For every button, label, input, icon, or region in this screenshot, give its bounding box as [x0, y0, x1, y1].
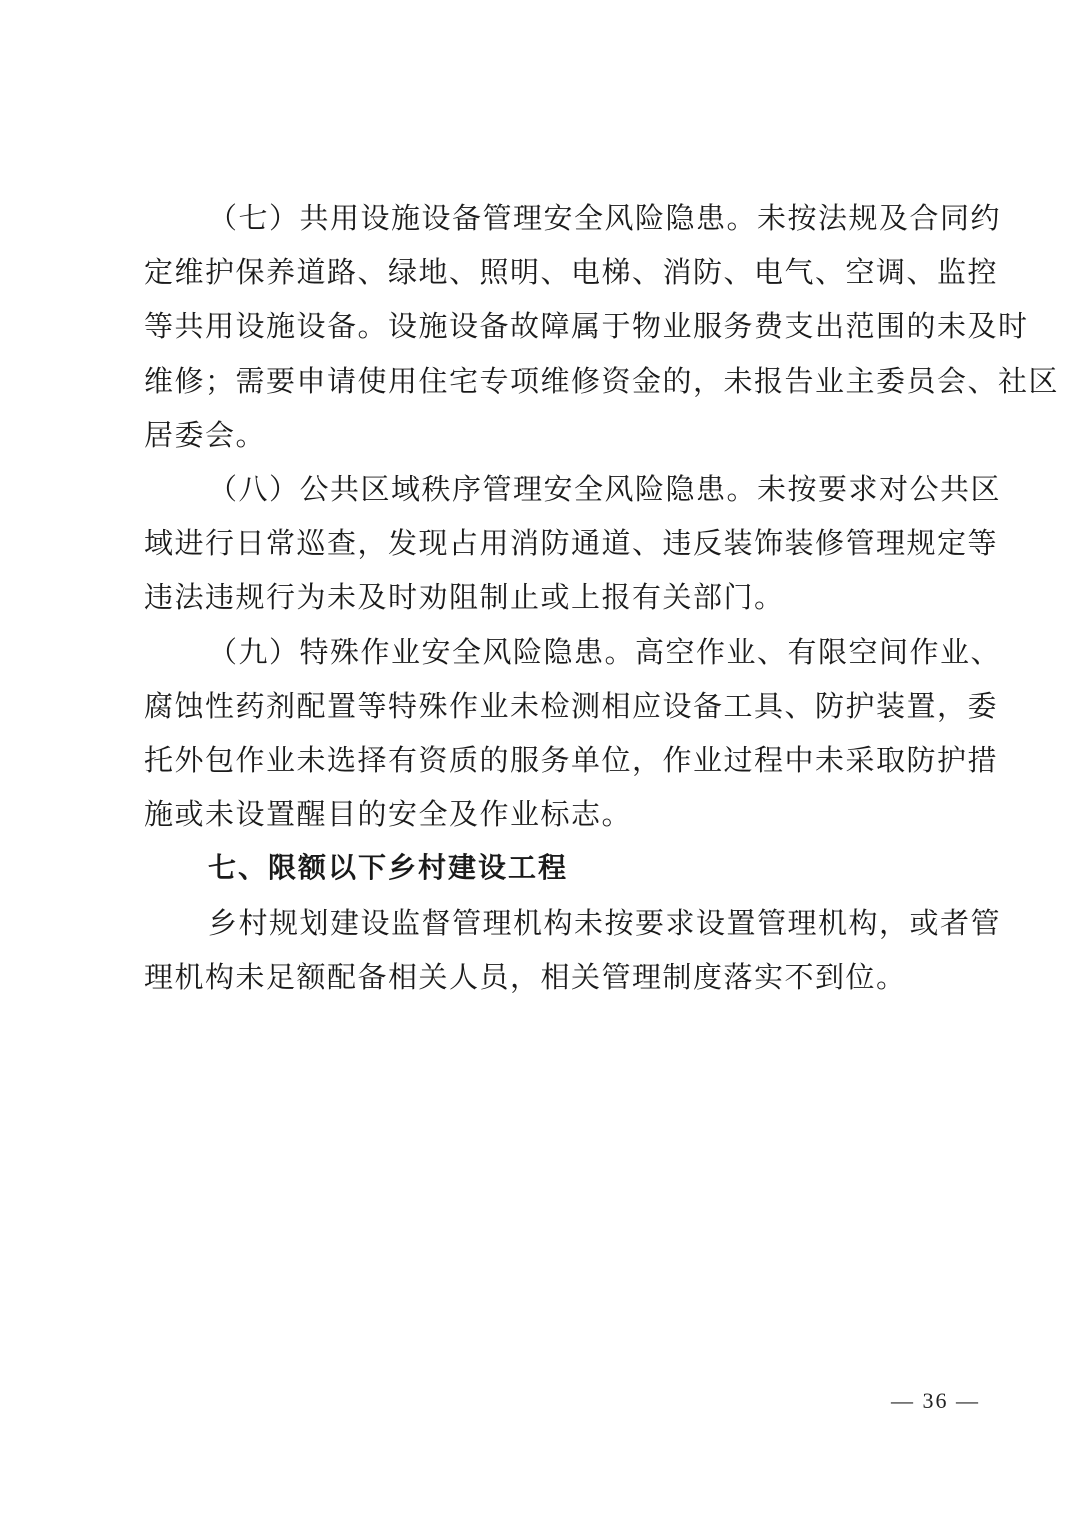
text-line: 定维护保养道路、绿地、照明、电梯、消防、电气、空调、监控 — [144, 255, 999, 290]
text-line: （九）特殊作业安全风险隐患。高空作业、有限空间作业、 — [208, 634, 1002, 669]
paragraph-rural-supervision — [144, 896, 1002, 1004]
text-line: （八）公共区域秩序管理安全风险隐患。未按要求对公共区 — [208, 472, 1002, 507]
text-line: 域进行日常巡查，发现占用消防通道、违反装饰装修管理规定等 — [144, 526, 999, 561]
paragraph-public-area-order — [144, 462, 1002, 625]
text-line: （七）共用设施设备管理安全风险隐患。未按法规及合同约 — [208, 201, 1002, 235]
text-line: 腐蚀性药剂配置等特殊作业未检测相应设备工具、防护装置，委 — [144, 688, 999, 723]
text-line: 理机构未足额配备相关人员，相关管理制度落实不到位。 — [144, 959, 907, 994]
page-number: — 36 — — [891, 1388, 980, 1413]
text-line: 托外包作业未选择有资质的服务单位，作业过程中未采取防护措 — [144, 743, 999, 778]
section-heading-rural-construction: 七、限额以下乡村建设工程 — [208, 851, 569, 885]
text-line: 等共用设施设备。设施设备故障属于物业服务费支出范围的未及时 — [144, 309, 1029, 344]
document-body — [144, 191, 1060, 1004]
text-line: 乡村规划建设监督管理机构未按要求设置管理机构，或者管 — [208, 905, 1002, 940]
text-line: 维修；需要申请使用住宅专项维修资金的，未报告业主委员会、社区 — [144, 363, 1060, 398]
text-line: 施或未设置醒目的安全及作业标志。 — [144, 797, 633, 832]
text-line: 居委会。 — [144, 417, 267, 452]
paragraph-common-facilities — [144, 191, 1060, 462]
text-line: 违法违规行为未及时劝阻制止或上报有关部门。 — [144, 580, 785, 615]
paragraph-special-operations — [144, 625, 1002, 842]
